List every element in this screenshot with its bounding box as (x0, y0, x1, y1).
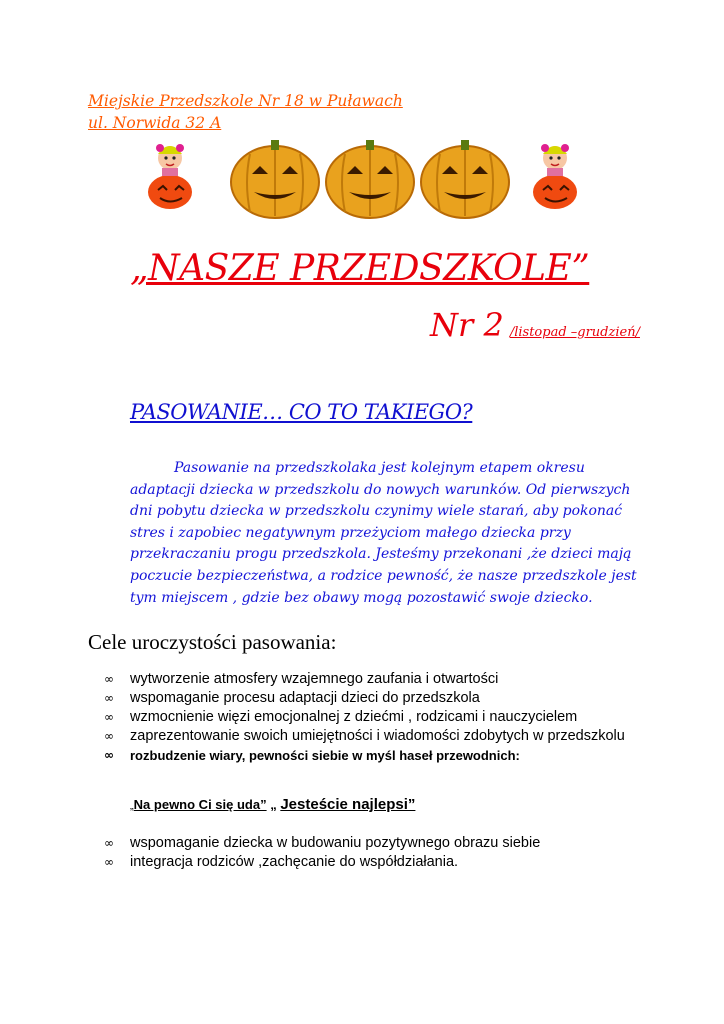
list-item: ∞ rozbudzenie wiary, pewności siebie w myśl haseł przewodnich: (104, 748, 520, 763)
list-item: ∞ wzmocnienie więzi emocjonalnej z dziećmi , rodzicami i nauczycielem (104, 709, 578, 725)
goals-heading: Cele uroczystości pasowania: (88, 630, 337, 654)
school-name: Miejskie Przedszkole Nr 18 w Puławach (88, 92, 403, 110)
list-item: ∞ wspomaganie dziecka w budowaniu pozytywnego obrazu siebie (104, 835, 541, 851)
school-header (88, 90, 403, 134)
list-item: ∞ wytworzenie atmosfery wzajemnego zaufania i otwartości (104, 671, 499, 687)
infinity-bullet-icon: ∞ (104, 710, 114, 724)
article-body (130, 458, 650, 609)
girl-on-pumpkin-icon (533, 144, 577, 209)
infinity-bullet-icon: ∞ (104, 672, 114, 686)
slogan-1: Na pewno Ci się uda” (133, 797, 267, 812)
issue-dates: /listopad –grudzień/ (509, 325, 640, 340)
girl-on-pumpkin-icon (148, 144, 192, 209)
infinity-bullet-icon: ∞ (104, 855, 114, 869)
goals-list (104, 670, 664, 765)
jack-o-lantern-pumpkins-icon (231, 140, 509, 218)
infinity-bullet-icon: ∞ (104, 836, 114, 850)
newsletter-title: „NASZE PRZEDSZKOLE” (130, 248, 590, 289)
infinity-bullet-icon: ∞ (104, 691, 114, 705)
school-address: ul. Norwida 32 A (88, 114, 222, 132)
article-title: PASOWANIE… CO TO TAKIEGO? (130, 400, 473, 424)
infinity-bullet-icon: ∞ (104, 748, 114, 762)
list-item: ∞ wspomaganie procesu adaptacji dzieci do przedszkola (104, 690, 480, 706)
article-paragraph: Pasowanie na przedszkolaka jest kolejnym etapem okresu adaptacji dziecka w przedszkolu do nowych warunków. Od pierwszych dni pobytu dziecka w przedszkolu czynimy wiele starań, aby pokonać stres i zapobiec negatywnym przeżyciom małego dziecka przy przekraczaniu progu przedszkola. Jesteśmy przekonani ,że dzieci mają poczucie bezpieczeństwa, a rodzice pewność, że nasze przedszkole jest tym miejscem , gdzie bez obawy mogą pozostawić swoje dziecko. (130, 460, 637, 606)
halloween-illustration (140, 140, 590, 220)
goals-list-continued (104, 834, 664, 872)
list-item: ∞ zaprezentowanie swoich umiejętności i wiadomości zdobytych w przedszkolu (104, 728, 625, 744)
slogan-2: Jesteście najlepsi” (280, 796, 416, 813)
infinity-bullet-icon: ∞ (104, 729, 114, 743)
issue-number: Nr 2 (430, 306, 504, 344)
slogans: „Na pewno Ci się uda” „ Jesteście najlepsi” (130, 796, 416, 813)
issue-info (430, 306, 640, 344)
list-item: ∞ integracja rodziców ,zachęcanie do współdziałania. (104, 854, 459, 870)
